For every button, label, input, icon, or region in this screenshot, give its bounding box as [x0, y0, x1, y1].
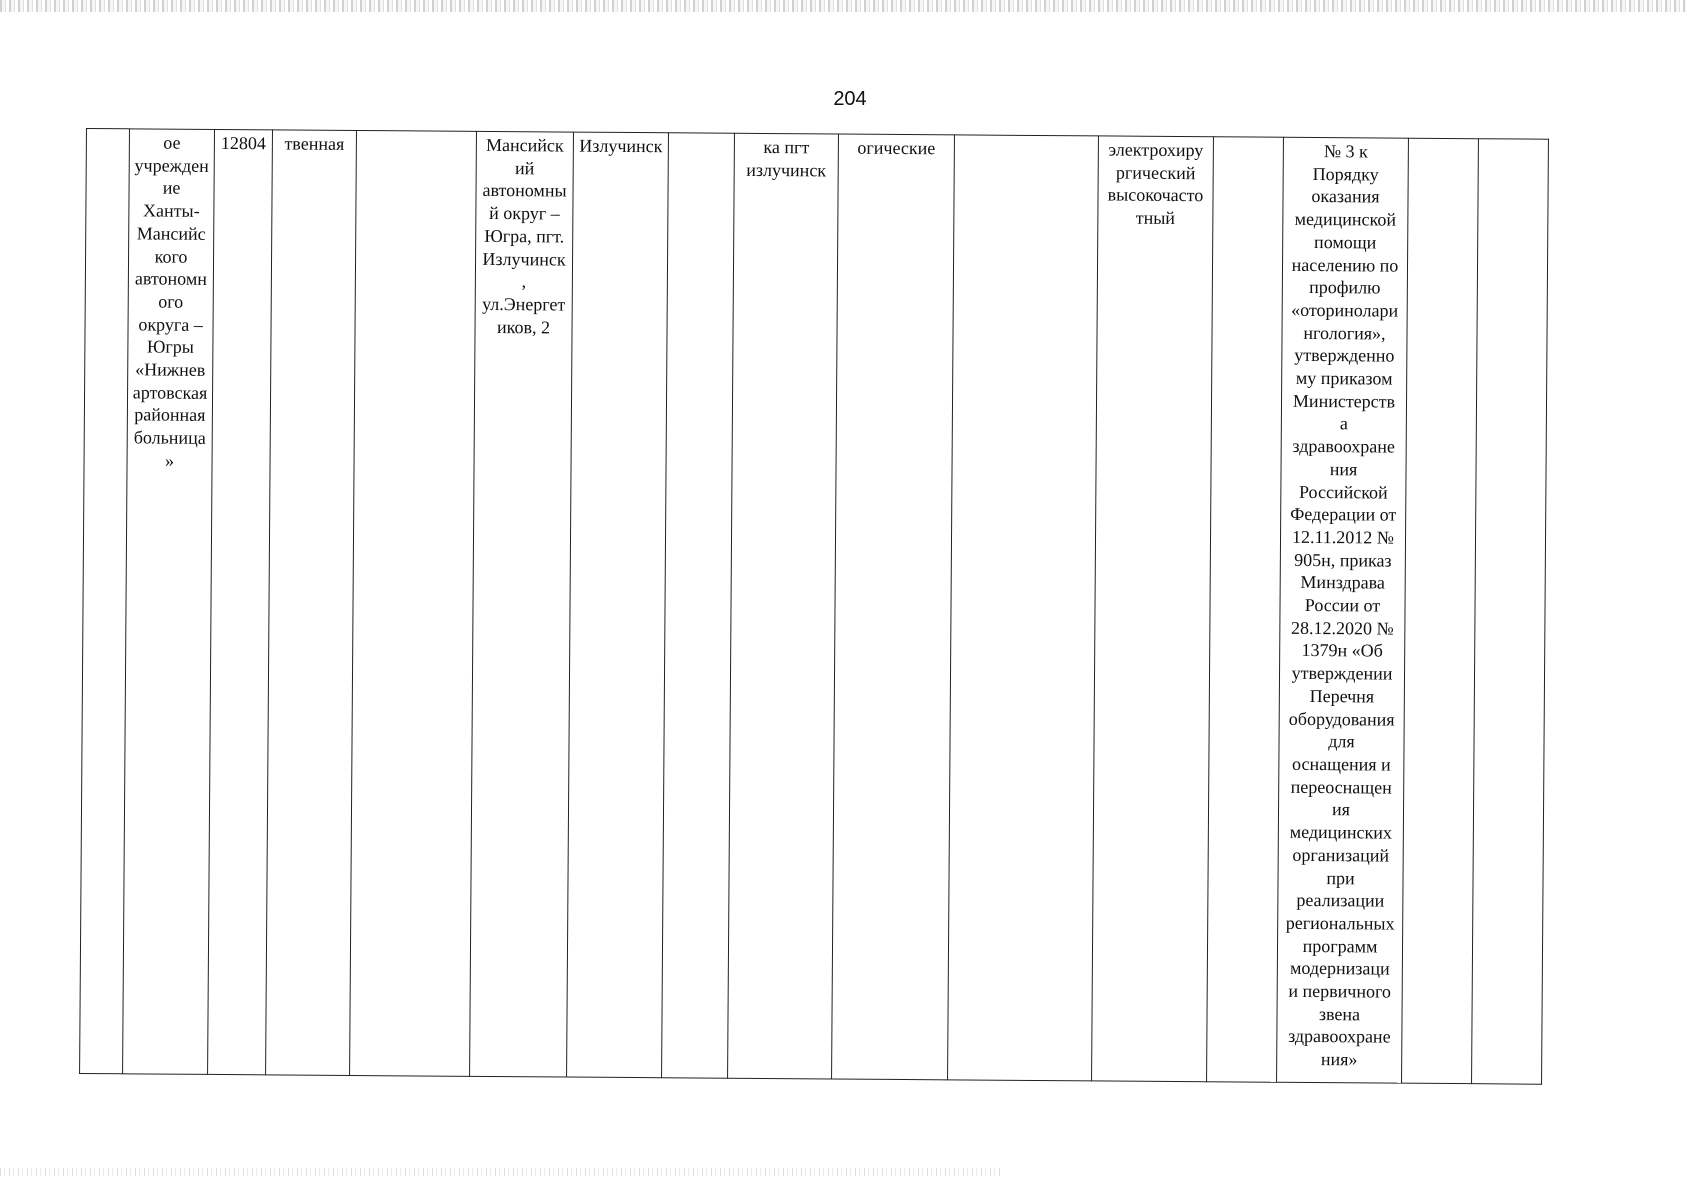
- scan-noise-bottom: [0, 1168, 1000, 1176]
- cell-col-13: [1207, 137, 1284, 1082]
- table: [79, 128, 1549, 1085]
- cell-basis: № 3 к Порядку оказания медицинской помощи населению по профилю «оторинолари нгология», утвержденно му приказом Министерств а здравоохране ния Российской Федерации от 12.11.2012 № 905н, приказ Минздрава России от 28.12.2020 № 1379н «Об утверждении Перечня оборудования для оснащения и переоснащен ия медицинских организаций при реализации региональных программ модернизаци и первичного звена здравоохране ния»: [1277, 137, 1409, 1083]
- cell-col-8: [662, 133, 735, 1078]
- table-row: [80, 129, 1549, 1085]
- cell-col-5: [350, 130, 477, 1076]
- cell-institution-name: ое учрежден ие Ханты- Мансийс кого автономн ого округа – Югры «Нижнев артовская районная больница »: [123, 129, 215, 1075]
- cell-locality: ка пгт излучинск: [728, 133, 839, 1079]
- cell-profile: огические: [832, 134, 955, 1080]
- cell-col-1: [80, 129, 130, 1074]
- cell-col-15: [1402, 138, 1479, 1083]
- document-table: [79, 128, 1548, 1085]
- cell-settlement: Излучинск: [567, 132, 669, 1078]
- scan-noise-top: [0, 0, 1686, 12]
- cell-equipment: электрохиру ргический высокочасто тный: [1092, 136, 1214, 1082]
- cell-col-16: [1472, 139, 1549, 1084]
- cell-col-11: [948, 135, 1099, 1081]
- cell-code: 12804: [208, 129, 273, 1074]
- cell-address: Мансийск ий автономны й округ – Югра, пгт. Излучинск , ул.Энергет иков, 2: [470, 131, 574, 1077]
- cell-ownership: твенная: [266, 130, 357, 1076]
- page-number: 204: [833, 88, 867, 110]
